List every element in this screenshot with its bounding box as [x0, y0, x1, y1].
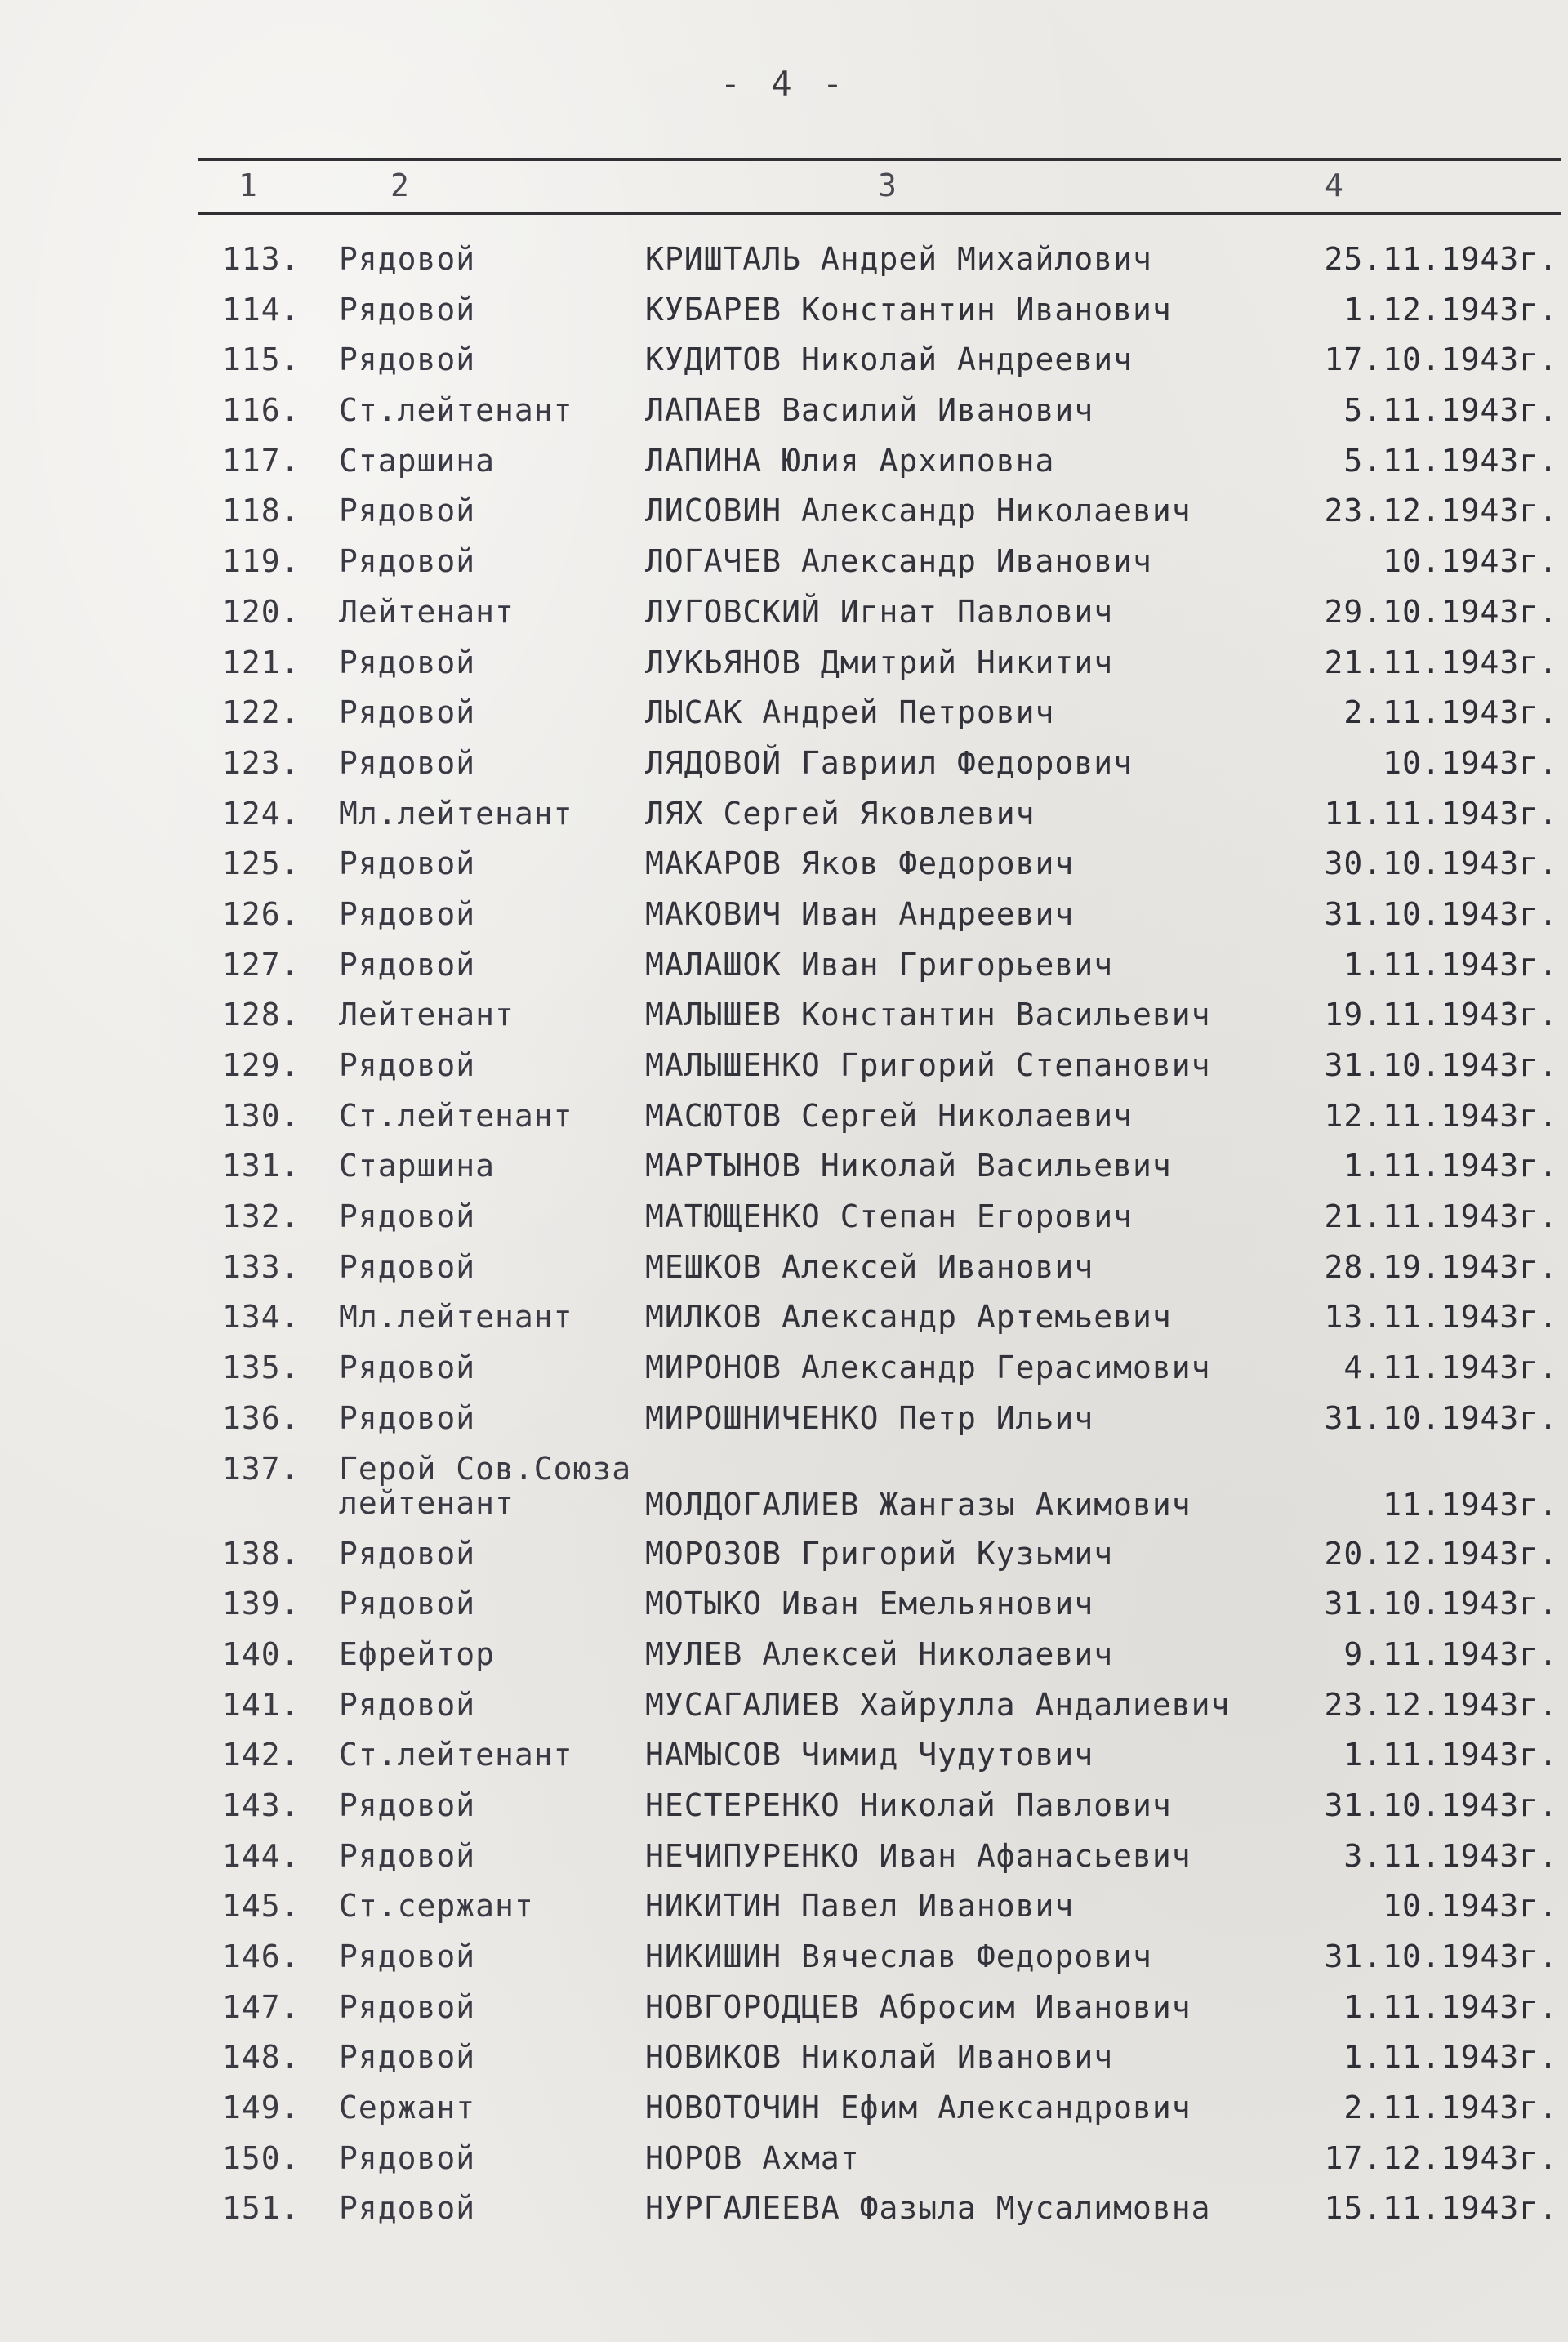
table-row: [0, 2084, 1568, 2135]
column-header-2: 2: [390, 167, 409, 203]
row-full-name: НОВГОРОДЦЕВ Абросим Иванович: [645, 1988, 1192, 2025]
row-full-name: ЛИСОВИН Александр Николаевич: [645, 493, 1192, 529]
row-rank: Рядовой: [339, 341, 476, 378]
row-full-name: МАРТЫНОВ Николай Васильевич: [645, 1148, 1172, 1184]
row-rank: Ефрейтор: [339, 1635, 496, 1672]
page-number: - 4 -: [719, 64, 849, 104]
column-header-1: 1: [238, 167, 257, 203]
table-top-rule: [198, 158, 1561, 161]
row-date: 20.12.1943г.: [1324, 1535, 1558, 1572]
row-rank: Лейтенант: [339, 997, 514, 1033]
table-row: [0, 386, 1568, 437]
column-header-3: 3: [878, 167, 897, 203]
row-full-name: НУРГАЛЕЕВА Фазыла Мусалимовна: [645, 2190, 1211, 2227]
row-full-name: ЛУКЬЯНОВ Дмитрий Никитич: [645, 644, 1114, 680]
table-row: [0, 1630, 1568, 1681]
row-number: 141.: [222, 1686, 301, 1723]
row-rank: Рядовой: [339, 895, 476, 932]
row-date: 10.1943г.: [1383, 543, 1558, 580]
row-number: 139.: [222, 1586, 301, 1622]
row-number: 147.: [222, 1988, 301, 2025]
row-number: 140.: [222, 1635, 301, 1672]
table-row: [0, 538, 1568, 588]
row-date: 23.12.1943г.: [1324, 493, 1558, 529]
row-number: 135.: [222, 1349, 301, 1386]
row-rank: Рядовой: [339, 1837, 476, 1874]
row-number: 122.: [222, 694, 301, 731]
row-rank: Рядовой: [339, 1198, 476, 1235]
row-rank: Сержант: [339, 2090, 476, 2126]
table-row: [0, 1243, 1568, 1294]
row-number: 113.: [222, 241, 301, 277]
row-rank: Мл.лейтенант: [339, 1299, 573, 1336]
row-date: 31.10.1943г.: [1324, 1787, 1558, 1823]
row-full-name: МОЛДОГАЛИЕВ Жангазы Акимович: [645, 1486, 1192, 1523]
row-date: 2.11.1943г.: [1343, 2090, 1558, 2126]
row-date: 11.11.1943г.: [1324, 795, 1558, 832]
row-number: 149.: [222, 2090, 301, 2126]
table-row: [0, 487, 1568, 538]
table-row: [0, 941, 1568, 992]
row-date: 1.11.1943г.: [1343, 2039, 1558, 2076]
row-date: 1.11.1943г.: [1343, 1988, 1558, 2025]
row-full-name: КУДИТОВ Николай Андреевич: [645, 341, 1133, 378]
row-date: 1.11.1943г.: [1343, 946, 1558, 983]
row-rank: Рядовой: [339, 2039, 476, 2076]
row-date: 17.10.1943г.: [1324, 341, 1558, 378]
row-number: 126.: [222, 895, 301, 932]
row-number: 115.: [222, 341, 301, 378]
row-number: 143.: [222, 1787, 301, 1823]
row-date: 31.10.1943г.: [1324, 1047, 1558, 1083]
row-rank: Рядовой: [339, 2139, 476, 2176]
row-full-name: ЛАПИНА Юлия Архиповна: [645, 442, 1055, 479]
row-full-name: ЛЫСАК Андрей Петрович: [645, 694, 1055, 731]
row-full-name: ЛУГОВСКИЙ Игнат Павлович: [645, 593, 1114, 630]
row-rank: Ст.лейтенант: [339, 1737, 573, 1773]
row-rank: Рядовой: [339, 2190, 476, 2227]
row-date: 3.11.1943г.: [1343, 1837, 1558, 1874]
table-row: [0, 336, 1568, 386]
row-full-name: МИЛКОВ Александр Артемьевич: [645, 1299, 1172, 1336]
row-rank: Рядовой: [339, 241, 476, 277]
row-number: 117.: [222, 442, 301, 479]
row-number: 132.: [222, 1198, 301, 1235]
table-row: [0, 1530, 1568, 1581]
row-rank: Лейтенант: [339, 593, 514, 630]
row-date: 4.11.1943г.: [1343, 1349, 1558, 1386]
row-full-name: МОРОЗОВ Григорий Кузьмич: [645, 1535, 1114, 1572]
row-rank: Рядовой: [339, 543, 476, 580]
row-rank: Рядовой: [339, 1047, 476, 1083]
table-row: [0, 1092, 1568, 1143]
row-rank: Рядовой: [339, 1248, 476, 1285]
row-full-name: НОВИКОВ Николай Иванович: [645, 2039, 1114, 2076]
row-full-name: МАКАРОВ Яков Федорович: [645, 845, 1075, 882]
row-date: 31.10.1943г.: [1324, 1586, 1558, 1622]
table-header-rule: [198, 212, 1561, 215]
row-rank: Рядовой: [339, 1988, 476, 2025]
row-date: 17.12.1943г.: [1324, 2139, 1558, 2176]
table-row: [0, 1193, 1568, 1243]
table-row: [0, 739, 1568, 790]
row-number: 128.: [222, 997, 301, 1033]
row-rank: Рядовой: [339, 1787, 476, 1823]
row-number: 138.: [222, 1535, 301, 1572]
row-rank: Рядовой: [339, 1349, 476, 1386]
column-headers: [0, 167, 1568, 208]
row-number: 151.: [222, 2190, 301, 2227]
row-number: 130.: [222, 1097, 301, 1134]
table-row: [0, 2033, 1568, 2084]
row-full-name: МАЛАШОК Иван Григорьевич: [645, 946, 1114, 983]
row-rank: Рядовой: [339, 644, 476, 680]
row-rank: Ст.лейтенант: [339, 1097, 573, 1134]
row-rank: Герой Сов.Союза: [339, 1450, 632, 1487]
table-row: [0, 235, 1568, 286]
row-number: 148.: [222, 2039, 301, 2076]
table-row: [0, 1681, 1568, 1732]
row-full-name: МАКОВИЧ Иван Андреевич: [645, 895, 1075, 932]
table-row: [0, 1344, 1568, 1394]
row-full-name: МАЛЫШЕНКО Григорий Степанович: [645, 1047, 1211, 1083]
row-number: 131.: [222, 1148, 301, 1184]
row-full-name: МАЛЫШЕВ Константин Васильевич: [645, 997, 1211, 1033]
row-number: 125.: [222, 845, 301, 882]
table-row: [0, 689, 1568, 739]
row-date: 25.11.1943г.: [1324, 241, 1558, 277]
row-full-name: НИКИТИН Павел Иванович: [645, 1888, 1075, 1925]
row-full-name: НЕСТЕРЕНКО Николай Павлович: [645, 1787, 1172, 1823]
row-full-name: МАТЮЩЕНКО Степан Егорович: [645, 1198, 1133, 1235]
row-full-name: МИРОНОВ Александр Герасимович: [645, 1349, 1211, 1386]
roster-table: [0, 235, 1568, 2235]
row-rank: Рядовой: [339, 1938, 476, 1974]
row-date: 11.1943г.: [1383, 1486, 1558, 1523]
row-number: 127.: [222, 946, 301, 983]
table-row: [0, 1394, 1568, 1445]
table-row: [0, 1042, 1568, 1092]
row-number: 144.: [222, 1837, 301, 1874]
table-row: [0, 840, 1568, 890]
row-number: 136.: [222, 1399, 301, 1436]
table-row: [0, 2184, 1568, 2235]
row-date: 1.12.1943г.: [1343, 291, 1558, 328]
row-rank: Рядовой: [339, 1686, 476, 1723]
row-full-name: МИРОШНИЧЕНКО Петр Ильич: [645, 1399, 1094, 1436]
row-date: 9.11.1943г.: [1343, 1635, 1558, 1672]
row-number: 120.: [222, 593, 301, 630]
row-number: 118.: [222, 493, 301, 529]
row-rank: Ст.сержант: [339, 1888, 534, 1925]
row-rank: Рядовой: [339, 694, 476, 731]
row-date: 5.11.1943г.: [1343, 442, 1558, 479]
row-date: 15.11.1943г.: [1324, 2190, 1558, 2227]
row-rank: Рядовой: [339, 493, 476, 529]
row-rank: Ст.лейтенант: [339, 392, 573, 429]
row-rank: Рядовой: [339, 946, 476, 983]
row-date: 29.10.1943г.: [1324, 593, 1558, 630]
row-rank: Рядовой: [339, 744, 476, 781]
row-date: 2.11.1943г.: [1343, 694, 1558, 731]
table-row: [0, 1293, 1568, 1344]
row-full-name: ЛОГАЧЕВ Александр Иванович: [645, 543, 1152, 580]
table-row: [0, 1782, 1568, 1832]
row-date: 13.11.1943г.: [1324, 1299, 1558, 1336]
table-row: [0, 1933, 1568, 1983]
row-full-name: НЕЧИПУРЕНКО Иван Афанасьевич: [645, 1837, 1192, 1874]
row-number: 146.: [222, 1938, 301, 1974]
row-date: 31.10.1943г.: [1324, 1399, 1558, 1436]
table-row: [0, 1832, 1568, 1883]
row-date: 31.10.1943г.: [1324, 1938, 1558, 1974]
row-full-name: ЛЯХ Сергей Яковлевич: [645, 795, 1036, 832]
table-row: [0, 1445, 1568, 1530]
row-number: 121.: [222, 644, 301, 680]
table-row: [0, 639, 1568, 689]
table-row: [0, 1983, 1568, 2034]
row-full-name: ЛЯДОВОЙ Гавриил Федорович: [645, 744, 1133, 781]
row-date: 21.11.1943г.: [1324, 644, 1558, 680]
row-date: 1.11.1943г.: [1343, 1148, 1558, 1184]
row-rank: Старшина: [339, 442, 496, 479]
row-date: 19.11.1943г.: [1324, 997, 1558, 1033]
row-number: 116.: [222, 392, 301, 429]
table-row: [0, 890, 1568, 941]
row-date: 10.1943г.: [1383, 1888, 1558, 1925]
row-number: 137.: [222, 1450, 301, 1487]
row-number: 114.: [222, 291, 301, 328]
row-full-name: ЛАПАЕВ Василий Иванович: [645, 392, 1094, 429]
table-row: [0, 1882, 1568, 1933]
row-rank: Рядовой: [339, 845, 476, 882]
table-row: [0, 790, 1568, 841]
row-date: 23.12.1943г.: [1324, 1686, 1558, 1723]
table-row: [0, 991, 1568, 1042]
row-rank: Рядовой: [339, 1535, 476, 1572]
row-number: 123.: [222, 744, 301, 781]
row-rank: Старшина: [339, 1148, 496, 1184]
row-full-name: МЕШКОВ Алексей Иванович: [645, 1248, 1094, 1285]
table-row: [0, 1731, 1568, 1782]
table-row: [0, 1580, 1568, 1630]
row-number: 129.: [222, 1047, 301, 1083]
row-number: 119.: [222, 543, 301, 580]
row-date: 1.11.1943г.: [1343, 1737, 1558, 1773]
table-row: [0, 1142, 1568, 1193]
row-rank-line2: лейтенант: [339, 1484, 514, 1521]
row-date: 30.10.1943г.: [1324, 845, 1558, 882]
row-date: 28.19.1943г.: [1324, 1248, 1558, 1285]
row-full-name: МУСАГАЛИЕВ Хайрулла Андалиевич: [645, 1686, 1231, 1723]
row-full-name: МОТЫКО Иван Емельянович: [645, 1586, 1094, 1622]
row-date: 10.1943г.: [1383, 744, 1558, 781]
row-rank: Рядовой: [339, 1399, 476, 1436]
row-date: 31.10.1943г.: [1324, 895, 1558, 932]
table-row: [0, 437, 1568, 488]
row-rank: Рядовой: [339, 291, 476, 328]
row-number: 145.: [222, 1888, 301, 1925]
row-full-name: МУЛЕВ Алексей Николаевич: [645, 1635, 1114, 1672]
row-rank: Рядовой: [339, 1586, 476, 1622]
table-row: [0, 2135, 1568, 2185]
row-full-name: КУБАРЕВ Константин Иванович: [645, 291, 1172, 328]
row-date: 5.11.1943г.: [1343, 392, 1558, 429]
row-number: 150.: [222, 2139, 301, 2176]
row-number: 133.: [222, 1248, 301, 1285]
row-full-name: НАМЫСОВ Чимид Чудутович: [645, 1737, 1094, 1773]
row-number: 124.: [222, 795, 301, 832]
row-full-name: МАСЮТОВ Сергей Николаевич: [645, 1097, 1133, 1134]
row-number: 134.: [222, 1299, 301, 1336]
row-date: 21.11.1943г.: [1324, 1198, 1558, 1235]
row-full-name: НИКИШИН Вячеслав Федорович: [645, 1938, 1152, 1974]
row-full-name: КРИШТАЛЬ Андрей Михайлович: [645, 241, 1152, 277]
table-row: [0, 588, 1568, 639]
row-full-name: НОВОТОЧИН Ефим Александрович: [645, 2090, 1192, 2126]
row-date: 12.11.1943г.: [1324, 1097, 1558, 1134]
row-rank: Мл.лейтенант: [339, 795, 573, 832]
row-full-name: НОРОВ Ахмат: [645, 2139, 860, 2176]
table-row: [0, 286, 1568, 337]
column-header-4: 4: [1325, 167, 1343, 203]
row-number: 142.: [222, 1737, 301, 1773]
